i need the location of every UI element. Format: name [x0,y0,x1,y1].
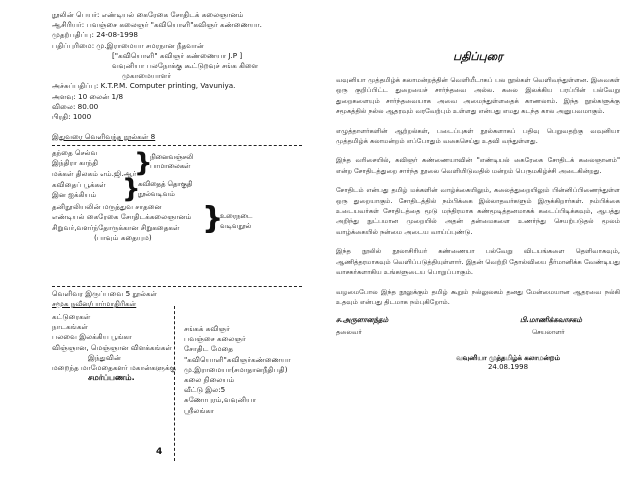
published-works-title: இதுவரை வெளிவந்த நூல்கள் 8 [52,132,156,142]
address-line: கலை நிலையம் [184,375,235,385]
info-title: நூலின் பெயர்: எண்டியல் கைரேகை சோதிடக் கலைஞானம் [52,10,244,19]
work-item: இந்திரா காந்தி [52,158,99,168]
work-item: தந்தை செல்வ [52,148,98,158]
list-item: பலவை இலக்கிய பூங்கா [52,332,132,342]
works-group-label: உரைநடை [220,212,253,221]
brace-icon: } [122,174,141,205]
address-line: வீட்டு இல:5 [184,385,226,395]
preface-paragraph: வழமைபோல இந்த நூலுக்கும் தமிழ் கூறும் நல்லுலகம் தனது மேன்மையான ஆதரவை நல்கி உதவும் என்பது திடமாக நம்புகிறோம். [336,287,620,306]
brace-icon: } [202,201,224,237]
vertical-divider [174,306,175,461]
info-copies: பிரதி: 1000 [52,112,92,122]
info-copyright-name: ["கவியொளி" கவிஞர் கண்ணையா J.P ] [112,50,243,60]
list-item: கட்டுரைகள் [52,312,91,321]
preface-column [336,10,620,371]
info-price: விலை: 80.00 [52,101,99,111]
signer-left-role: தலைவர் [336,328,362,337]
info-copyright-org: வவுனியா பலநோக்கு கூட்டுறவுச் சங்க கிளை [112,61,259,71]
book-info-column [52,10,307,244]
upcoming-subtitle: சமூக நவீன/பார்மாதிரிகள் [52,299,137,308]
work-item: எண்டியல் கைரேகை சோதிடக்கலைஞானம் [52,212,192,222]
works-group-label: பாமாலைகள் [150,162,191,171]
upcoming-title: வெளிவர இருப்பவை 5 நூல்கள் [52,289,158,298]
organization-name: வவுனியா முத்தமிழ்க் கலாமன்றம் [456,354,560,363]
info-copyright-role: முகாமையாளர் [122,71,172,81]
address-line: பவஞ்சை கலைஞர் [184,334,246,344]
author-address [184,324,314,416]
upcoming-section [52,286,307,415]
works-group-label: வடிவநூல் [220,222,252,231]
list-item: நாடகங்கள் [52,322,89,332]
info-first-edition: முதற்பதிப்பு: 24-08-1998 [52,30,138,40]
preface-paragraph: எழுத்தாளர்களின் ஆற்றல்கள், படைப்புகள் நூல்களாகப் பதிவு பெறுவதற்கு வவுனியா முத்தமிழ்க் கலாமன்றம் எப்போதும் வகைசெய்து உதவி வந்துள்ளது. [336,126,620,146]
preface-paragraph: வவுனியா முத்தமிழ்க் கலாமன்றத்தின் வெளியீடாகப் பல நூல்கள் வெளிவந்துள்ளன. இவைகள் ஒரு குறிப்பிட்ட துறையைச் சார்ந்தவை அல்ல. கலை இலக்கிய பரப்பின் பல்வேறு துறைகளையும் சார்ந்தவையாக அவை அமைந்துள்ளதைக் காணலாம். இந்த நூல்களுக்கு சமூகத்தில் நல்ல ஆதரவும் வரவேற்பும் உள்ளது என்பது எமது கடந்த கால அனுபவமாகும். [336,76,620,116]
works-group-label: நூல்வடிவம் [138,190,175,199]
preface-paragraph: சோதிடம் என்பது தமிழ் மக்களின் வாழ்க்கையிலும், கலைத்துறையிலும் பின்னிப்பிணைந்துள்ள ஒரு துறையாகும். சோதிடத்தில் நம்பிக்கை இல்லாதவர்களும் இருக்கிறார்கள். நம்பிக்கை உடையவர்கள் சோதிடத்தை மூடு மந்திரமாக கண்மூடித்தனமாகக் கடைப்பிடிக்கவும், ஆபத்து அறிந்து நுட்பமான முறையில் அதன் தன்மைகளை உணர்ந்து செயற்படுதல் மூலம் வாழ்க்கையில் நன்மை அடைய வாய்ப்புண்டு. [336,186,620,236]
work-item: சிறுவர்,வளர்ந்தோருக்கான சிறுகதைகள் [52,222,180,232]
preface-paragraph: இந்த நூலில் நூலாசிரியர் கண்ணையா பல்வேறு விடயங்களை தெளிவாகவும், ஆணித்தரமாகவும் வெளிப்படுத்தியுள்ளார். இதன் வெற்றி தோல்வியை தீர்மானிக்க வேண்டியது வாசகர்களாகிய உங்களுடைய பொறுப்பாகும். [336,247,620,277]
divider [52,286,302,287]
list-item: விஞ்ஞான, மெஞ்ஞான விளக்கங்கள் [52,342,172,352]
address-line: மு.இராமையா(சமாதானநீதிபதி) [184,364,288,374]
address-line: "கவியொளி"கவிஞர்கண்ணையா [184,354,291,364]
info-size: அளவு: 10 லைன் 1/8 [52,91,124,101]
work-item: இன ஐக்கியம் [52,190,97,200]
address-line: ஸ்ரீலங்கா [184,405,214,415]
work-item: (பாவும் கதையும) [94,232,152,242]
book-info [52,10,307,122]
info-copyright: பதிப்புரிமை: மு.இராமையா சமரநான நீதவான் [52,40,204,50]
work-item: தனிநூலியலின் மருத்துவ சாதனை [52,202,162,212]
work-item: மக்கள் திலகம் எம்.ஜி.ஆர் [52,168,137,178]
page-number: 4 [156,447,163,457]
preface-date: 24.08.1998 [487,363,529,372]
works-group-2 [52,174,307,205]
address-line: சங்கக் கவிஞர் [184,324,231,333]
works-group-label: கவிதைத் தொகுதி [138,180,193,189]
signer-right-role: செயலாளர் [532,328,565,337]
works-group-3 [52,202,307,244]
upcoming-list [52,312,177,383]
works-group-label: நினைவஞ்சலி [150,153,194,162]
preface-paragraph: இந்த வரிசையில், கவிஞர் கண்ணையாவின் "எண்டியல் கைரேகை சோதிடக் கலைஞானம்" என்ற சோதிடத்துறை சார்ந்த நூலை வெளியிடுவதில் மன்றம் பெருமகிழ்ச்சி அடைகின்றது. [336,156,620,175]
list-item: மறைந்த மாமேதைகளர் மகான்களுக்கு [52,363,177,373]
brace-icon: } [134,148,153,179]
address-line: சுணோபுரம்,வவுனியா [184,395,257,405]
works-group-1 [52,148,307,180]
preface-title: பதிப்புரை [453,50,503,63]
work-item: கவிதைப் பூக்கள் [52,180,106,190]
dedication-text: சமர்ப்பணம். [88,373,135,383]
signer-right-name: பி.மாணிக்கவாசகம் [520,316,583,325]
info-printer: அச்சுப்பதிப்பு: K.T.P.M. Computer printing, Vavuniya. [52,81,236,91]
address-line: சோதிட மேதை [184,344,234,354]
signer-left-name: ச.அருளானந்தம் [336,316,389,325]
info-author: ஆசிரியர்: பவஞ்சை கலைஞர் "கவியொளி"கவிஞர் கண்ணையா. [52,20,262,30]
list-item: இந்துவின் [88,352,121,362]
divider [52,145,302,146]
signatures [336,316,620,340]
